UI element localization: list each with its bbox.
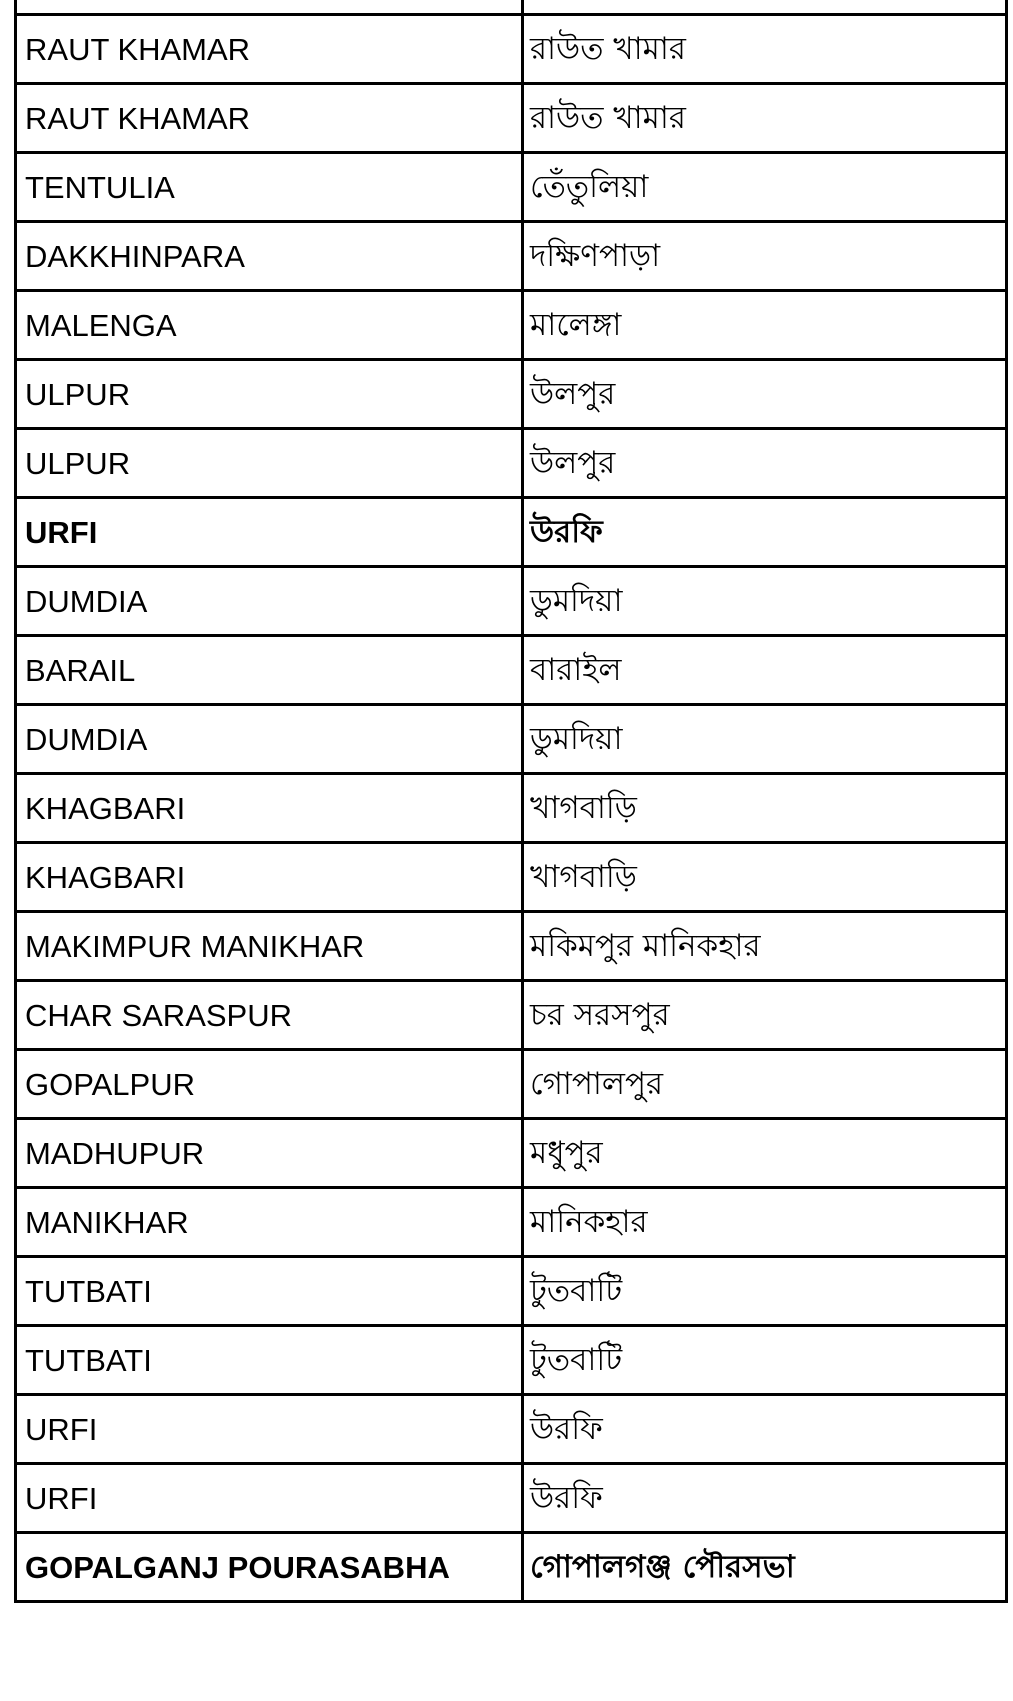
table-row	[16, 222, 1007, 291]
cell-english-name: ULPUR	[16, 429, 523, 498]
cell-bengali-name: মধুপুর	[523, 1119, 1007, 1188]
place-name-table	[14, 0, 1008, 1603]
cell-bengali-name: টুতবাটি	[523, 1326, 1007, 1395]
cell-bengali-name: মকিমপুর মানিকহার	[523, 912, 1007, 981]
cell-bengali-name: রাউত খামার	[523, 84, 1007, 153]
table-row	[16, 429, 1007, 498]
cell-bengali-name: মালেঙ্গা	[523, 291, 1007, 360]
table-row	[16, 291, 1007, 360]
cell-english-name: RAUT KHAMAR	[16, 84, 523, 153]
cell-bengali-name: চর সরসপুর	[523, 981, 1007, 1050]
cell-bengali-name: রাউত খামার	[523, 15, 1007, 84]
cell-bengali-name: উরফি	[523, 1395, 1007, 1464]
cell-bengali-cut-off	[523, 0, 1007, 15]
table-row	[16, 705, 1007, 774]
cell-english-name: MALENGA	[16, 291, 523, 360]
cell-bengali-name: গোপালগঞ্জ পৌরসভা	[523, 1533, 1007, 1602]
cell-english-name: TUTBATI	[16, 1257, 523, 1326]
cell-bengali-name: খাগবাড়ি	[523, 774, 1007, 843]
cell-english-name: GOPALGANJ POURASABHA	[16, 1533, 523, 1602]
table-row	[16, 774, 1007, 843]
cell-bengali-name: মানিকহার	[523, 1188, 1007, 1257]
table-row-cut-off	[16, 0, 1007, 15]
cell-english-name: TUTBATI	[16, 1326, 523, 1395]
cell-bengali-name: ডুমদিয়া	[523, 567, 1007, 636]
cell-bengali-name: টুতবাটি	[523, 1257, 1007, 1326]
cell-english-name: ULPUR	[16, 360, 523, 429]
table-row	[16, 1395, 1007, 1464]
cell-english-name: DAKKHINPARA	[16, 222, 523, 291]
table-row	[16, 84, 1007, 153]
table-row	[16, 498, 1007, 567]
cell-bengali-name: উরফি	[523, 498, 1007, 567]
cell-bengali-name: উলপুর	[523, 360, 1007, 429]
table-row	[16, 1188, 1007, 1257]
cell-english-name: MANIKHAR	[16, 1188, 523, 1257]
table-row	[16, 1257, 1007, 1326]
cell-english-name: RAUT KHAMAR	[16, 15, 523, 84]
cell-english-name: MADHUPUR	[16, 1119, 523, 1188]
table-row	[16, 1533, 1007, 1602]
cell-english-name: DUMDIA	[16, 567, 523, 636]
cell-english-name: URFI	[16, 1464, 523, 1533]
cell-bengali-name: দক্ষিণপাড়া	[523, 222, 1007, 291]
table-row	[16, 1326, 1007, 1395]
cell-english-name: DUMDIA	[16, 705, 523, 774]
cell-bengali-name: তেঁতুলিয়া	[523, 153, 1007, 222]
table-row	[16, 153, 1007, 222]
table-row	[16, 1464, 1007, 1533]
cell-bengali-name: ডুমদিয়া	[523, 705, 1007, 774]
cell-bengali-name: উরফি	[523, 1464, 1007, 1533]
cell-bengali-name: খাগবাড়ি	[523, 843, 1007, 912]
cell-english-cut-off	[16, 0, 523, 15]
table-row	[16, 360, 1007, 429]
cell-english-name: URFI	[16, 1395, 523, 1464]
cell-english-name: BARAIL	[16, 636, 523, 705]
table-row	[16, 1050, 1007, 1119]
cell-english-name: GOPALPUR	[16, 1050, 523, 1119]
cell-bengali-name: বারাইল	[523, 636, 1007, 705]
cell-english-name: URFI	[16, 498, 523, 567]
table-row	[16, 15, 1007, 84]
cell-english-name: KHAGBARI	[16, 843, 523, 912]
cell-english-name: MAKIMPUR MANIKHAR	[16, 912, 523, 981]
table-row	[16, 636, 1007, 705]
cell-bengali-name: উলপুর	[523, 429, 1007, 498]
table-body	[16, 0, 1007, 1602]
table-row	[16, 1119, 1007, 1188]
table-row	[16, 567, 1007, 636]
cell-bengali-name: গোপালপুর	[523, 1050, 1007, 1119]
table-row	[16, 843, 1007, 912]
cell-english-name: TENTULIA	[16, 153, 523, 222]
table-row	[16, 981, 1007, 1050]
cell-english-name: KHAGBARI	[16, 774, 523, 843]
table-row	[16, 912, 1007, 981]
cell-english-name: CHAR SARASPUR	[16, 981, 523, 1050]
